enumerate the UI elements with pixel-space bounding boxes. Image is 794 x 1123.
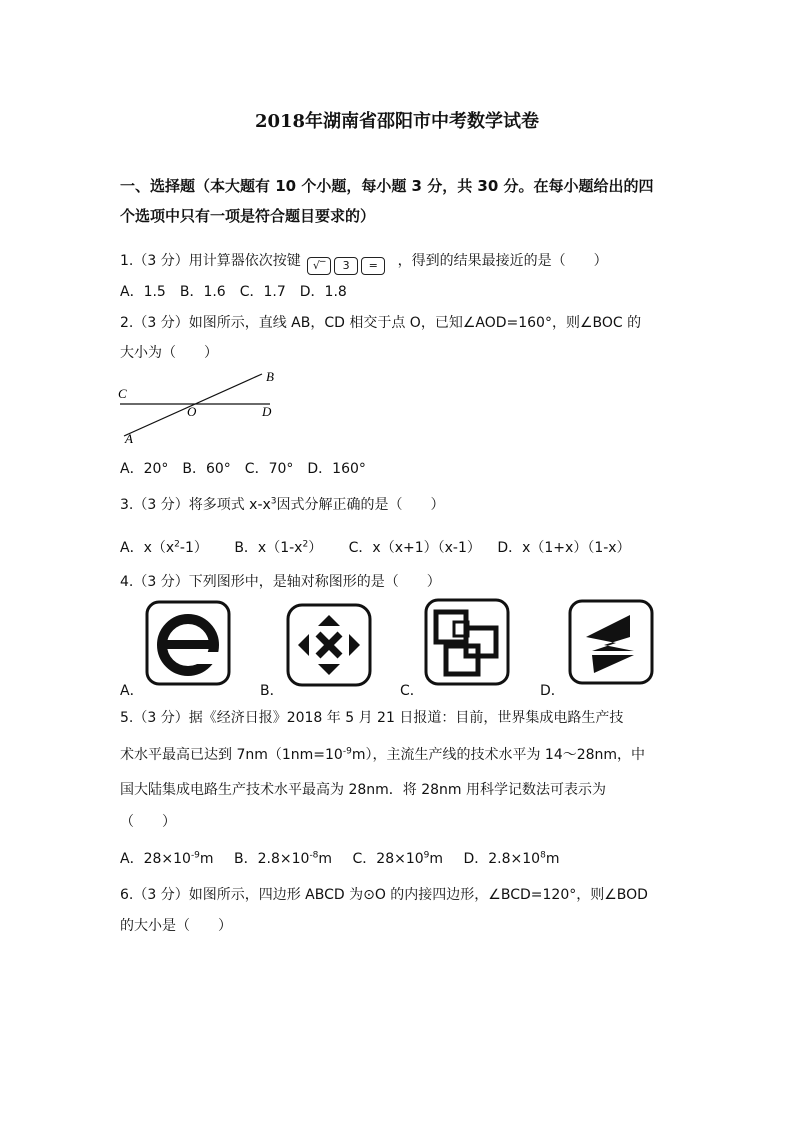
q1-suffix: ，得到的结果最接近的是（ ） bbox=[397, 253, 608, 269]
three-key-icon: 3 bbox=[334, 257, 358, 275]
equals-key-icon: = bbox=[361, 257, 385, 275]
q5-options bbox=[120, 848, 559, 868]
page-title: 2018年湖南省邵阳市中考数学试卷 bbox=[254, 111, 540, 132]
intersecting-lines-figure bbox=[112, 368, 292, 448]
q4-label-a: A． bbox=[120, 683, 144, 699]
q5-option-a: A．$28\times 10^{-9}m$ bbox=[120, 850, 214, 867]
figure-d-lightning bbox=[568, 599, 654, 685]
q5-option-c: C．$28\times 10^9m$ bbox=[352, 850, 444, 867]
q2-line1: 2.（3 分）如图所示，直线 AB，CD 相交于点 O，已知∠AOD=160°，则∠BOC 的 bbox=[120, 315, 642, 331]
label-b: B bbox=[266, 369, 274, 384]
q3-option-c: C．x（x+1）（x-1） bbox=[348, 540, 481, 556]
sqrt-key-icon: √‾ bbox=[307, 257, 331, 275]
q5-option-d: D．$2.8\times 10^8m$ bbox=[463, 850, 560, 867]
q1-options: A．1.5 B．1.6 C．1.7 D．1.8 bbox=[120, 284, 347, 300]
q6-line2: 的大小是（ ） bbox=[120, 918, 232, 934]
q3-option-a: A．$x(x^2-1)$ bbox=[120, 539, 208, 556]
q2-options: A．20° B．60° C．70° D．160° bbox=[120, 461, 366, 477]
calculator-keys bbox=[307, 257, 385, 275]
label-a: A bbox=[125, 431, 133, 446]
figure-a-e-logo bbox=[145, 600, 231, 686]
q3-options bbox=[120, 537, 631, 557]
q4-label-c: C． bbox=[400, 683, 424, 699]
label-d: D bbox=[262, 404, 272, 419]
q5-line1: 5.（3 分）据《经济日报》2018 年 5 月 21 日报道：目前，世界集成电路生产技 bbox=[120, 710, 624, 726]
q3-prefix: 3.（3 分）将多项式 x-x bbox=[120, 497, 271, 513]
question-3 bbox=[120, 494, 445, 514]
q6-line1: 6.（3 分）如图所示，四边形 ABCD 为⊙O 的内接四边形，∠BCD=120°，则∠BOD bbox=[120, 887, 648, 903]
q3-option-d: D．x（1+x）（1-x） bbox=[497, 540, 631, 556]
figure-c-interlocking-squares bbox=[424, 598, 510, 686]
q5-option-b: B．$2.8\times 10^{-8}m$ bbox=[234, 850, 333, 867]
label-c: C bbox=[118, 386, 127, 401]
q2-line2: 大小为（ ） bbox=[120, 345, 218, 361]
q3-exponent: 3 bbox=[270, 496, 277, 507]
q4-label-b: B． bbox=[260, 683, 284, 699]
q5-line4: （ ） bbox=[120, 814, 176, 830]
section-heading-line1: 一、选择题（本大题有 10 个小题，每小题 3 分，共 30 分。在每小题给出的四 bbox=[120, 177, 654, 195]
q3-option-b: B．$x(1-x^2)$ bbox=[234, 539, 323, 556]
q4-stem: 4.（3 分）下列图形中，是轴对称图形的是（ ） bbox=[120, 574, 441, 590]
q5-line3: 国大陆集成电路生产技术水平最高为 28nm．将 28nm 用科学记数法可表示为 bbox=[120, 782, 606, 798]
q5-line2: 术水平最高已达到 $7nm(1nm=10^{-9}m)$，主流生产线的技术水平为 14～28nm，中 bbox=[120, 746, 646, 763]
q4-label-d: D． bbox=[540, 683, 565, 699]
label-o: O bbox=[187, 404, 197, 419]
figure-b-arrows-x bbox=[286, 603, 372, 687]
section-heading-line2: 个选项中只有一项是符合题目要求的） bbox=[120, 207, 376, 225]
question-1 bbox=[120, 250, 608, 275]
q3-suffix: 因式分解正确的是（ ） bbox=[276, 497, 445, 513]
q1-prefix: 1.（3 分）用计算器依次按键 bbox=[120, 253, 301, 269]
